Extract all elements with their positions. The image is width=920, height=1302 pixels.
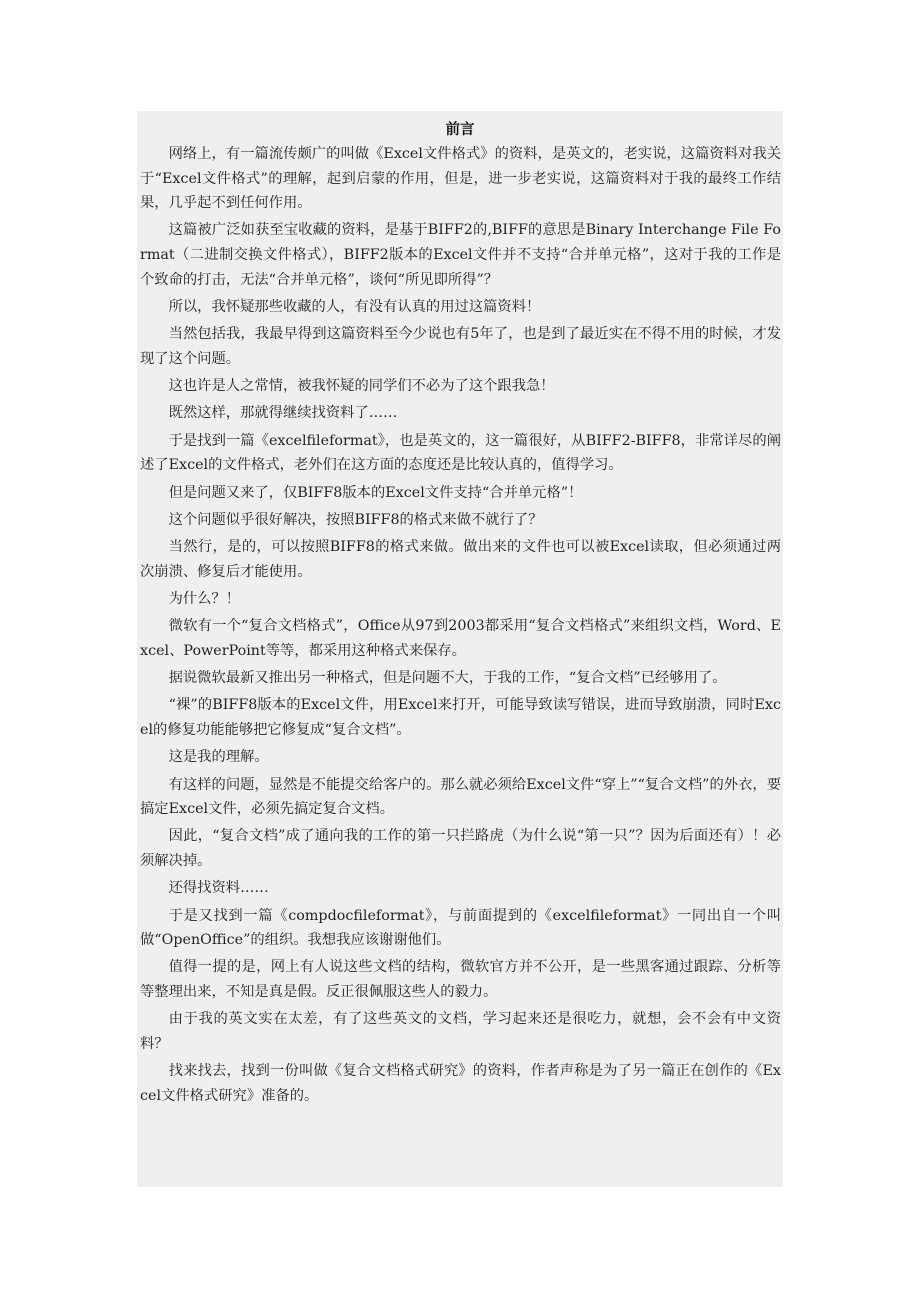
paragraph: 这个问题似乎很好解决，按照BIFF8的格式来做不就行了？ xyxy=(168,511,543,528)
paragraph: 为什么？！ xyxy=(168,590,241,607)
paragraph: 值得一提的是，网上有人说这些文档的结构，微软官方并不公开，是一些黑客通过跟踪、分析等等整理出来，不知是真是假。反正很佩服这些人的毅力。 xyxy=(140,959,781,1001)
paragraph: 于是找到一篇《excelfileformat》，也是英文的，这一篇很好，从BIFF2-BIFF8，非常详尽的阐述了Excel的文件格式，老外们在这方面的态度还是比较认真的，值得学习。 xyxy=(140,432,781,474)
paragraph: 既然这样，那就得继续找资料了…… xyxy=(168,405,398,422)
paragraph: 由于我的英文实在太差，有了这些英文的文档，学习起来还是很吃力，就想，会不会有中文资料？ xyxy=(140,1011,781,1052)
paragraph: 因此，“复合文档”成了通向我的工作的第一只拦路虎（为什么说“第一只”？因为后面还有）！必须解决掉。 xyxy=(140,828,781,870)
paragraph: 还得找资料…… xyxy=(168,880,269,897)
paragraph: 这是我的理解。 xyxy=(168,749,269,766)
paragraph: 据说微软最新又推出另一种格式，但是问题不大，于我的工作，“复合文档”已经够用了。 xyxy=(168,670,727,687)
paragraph: 这也许是人之常情，被我怀疑的同学们不必为了这个跟我急！ xyxy=(168,378,555,395)
paragraph: 当然包括我，我最早得到这篇资料至今少说也有5年了，也是到了最近实在不得不用的时候，才发现了这个问题。 xyxy=(140,326,781,367)
paragraph: “裸”的BIFF8版本的Excel文件，用Excel来打开，可能导致读写错误，进而导致崩溃，同时Excel的修复功能能够把它修复成“复合文档”。 xyxy=(140,697,781,738)
paragraph: 网络上，有一篇流传颇广的叫做《Excel文件格式》的资料，是英文的，老实说，这篇资料对我关于“Excel文件格式”的理解，起到启蒙的作用，但是，进一步老实说，这篇资料对于我的最终工作结果，几乎起不到任何作用。 xyxy=(140,146,781,212)
paragraph: 但是问题又来了，仅BIFF8版本的Excel文件支持“合并单元格”！ xyxy=(168,484,583,501)
paragraph: 找来找去，找到一份叫做《复合文档格式研究》的资料，作者声称是为了另一篇正在创作的《Excel文件格式研究》准备的。 xyxy=(140,1063,781,1104)
paragraph: 于是又找到一篇《compdocfileformat》，与前面提到的《excelfileformat》一同出自一个叫做“OpenOffice”的组织。我想我应该谢谢他们。 xyxy=(140,907,781,949)
paragraph: 当然行，是的，可以按照BIFF8的格式来做。做出来的文件也可以被Excel读取，但必须通过两次崩溃、修复后才能使用。 xyxy=(140,539,781,580)
document-page xyxy=(137,111,783,1187)
document-title: 前言 xyxy=(445,121,475,138)
paragraph: 微软有一个“复合文档格式”，Office从97到2003都采用“复合文档格式”来组织文档，Word、Excel、PowerPoint等等，都采用这种格式来保存。 xyxy=(140,618,781,659)
paragraph: 有这样的问题，显然是不能提交给客户的。那么就必须给Excel文件“穿上”“复合文档”的外衣，要搞定Excel文件，必须先搞定复合文档。 xyxy=(140,776,781,818)
paragraph: 这篇被广泛如获至宝收藏的资料，是基于BIFF2的,BIFF的意思是Binary Interchange File Format（二进制交换文件格式），BIFF2版本的Excel文件并不支持“合并单元格”，这对于我的工作是个致命的打击，无法“合并单元格”，谈何“所见即所得”？ xyxy=(140,222,781,288)
document-body xyxy=(137,142,783,1108)
paragraph: 所以，我怀疑那些收藏的人，有没有认真的用过这篇资料！ xyxy=(168,298,541,315)
